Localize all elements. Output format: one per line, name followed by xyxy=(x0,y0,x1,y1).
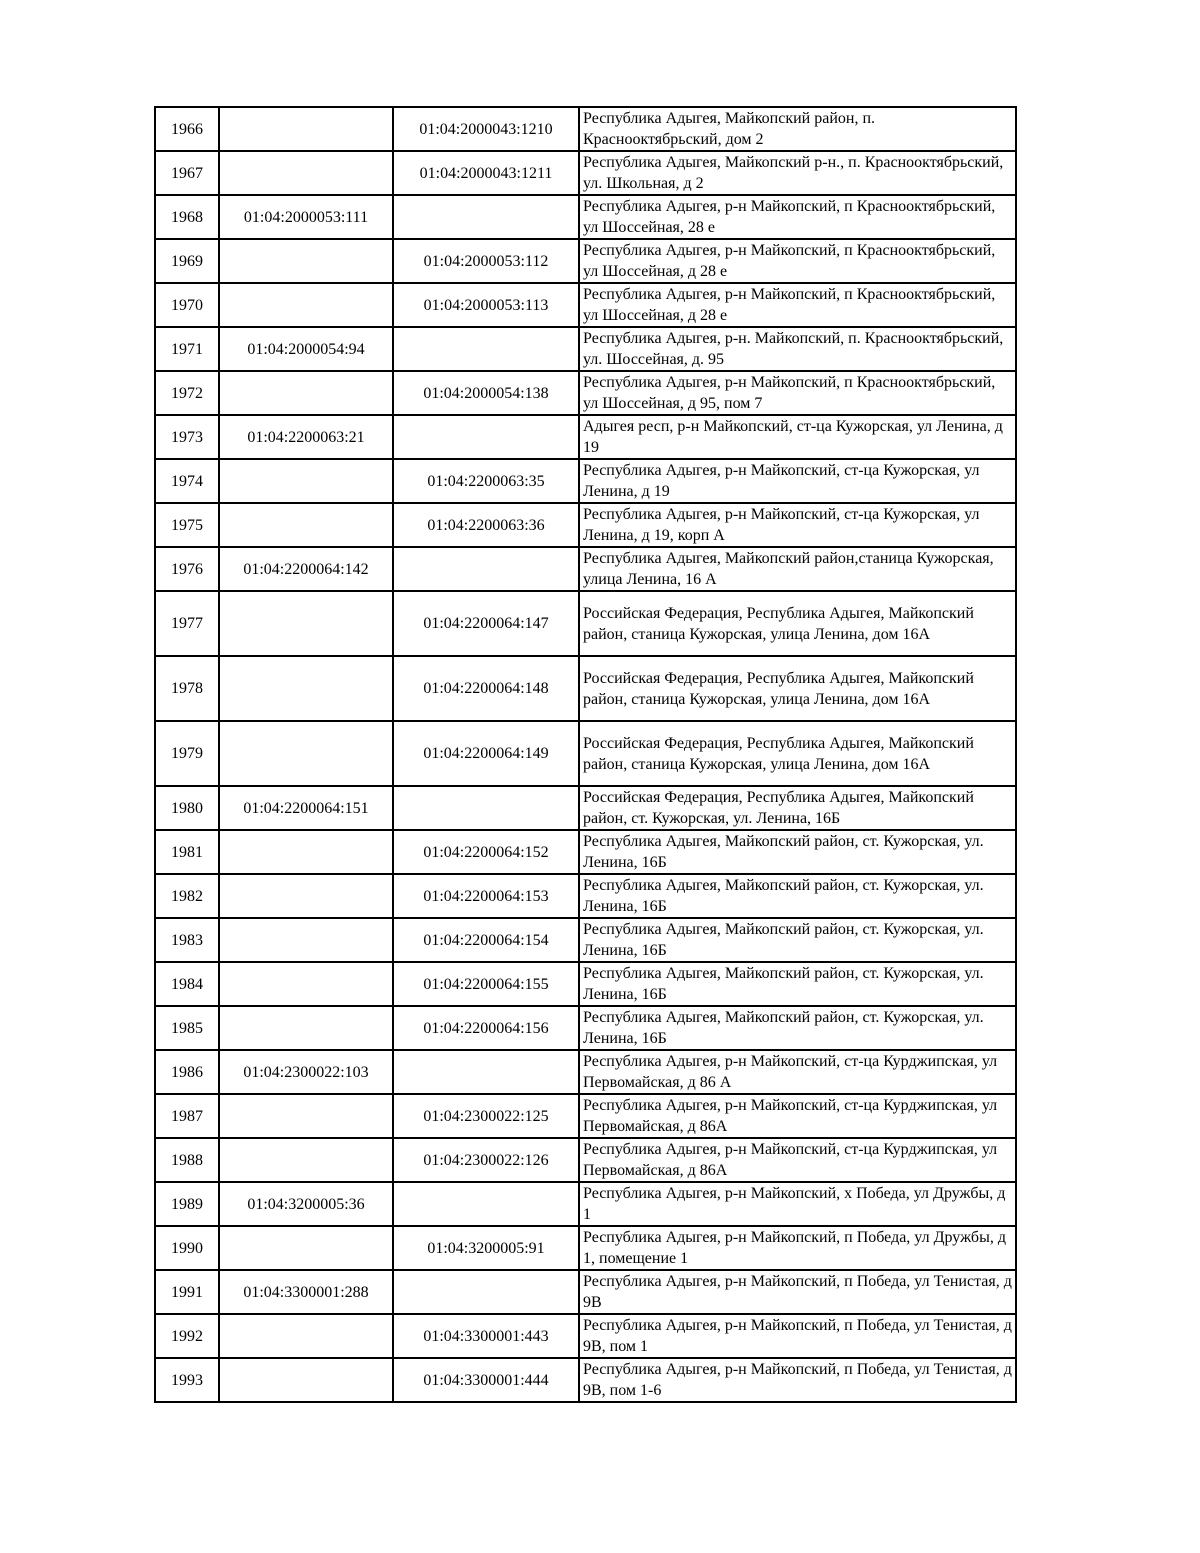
land-cadastral-number-cell xyxy=(219,591,393,656)
building-cadastral-number-cell: 01:04:2200064:155 xyxy=(393,962,579,1006)
table-row xyxy=(155,371,1016,415)
row-number-cell: 1985 xyxy=(155,1006,219,1050)
building-cadastral-number-cell: 01:04:3300001:443 xyxy=(393,1314,579,1358)
building-cadastral-number-cell: 01:04:2200064:154 xyxy=(393,918,579,962)
row-number-cell: 1970 xyxy=(155,283,219,327)
table-row xyxy=(155,1182,1016,1226)
table-row xyxy=(155,195,1016,239)
table-row xyxy=(155,656,1016,721)
building-cadastral-number-cell xyxy=(393,195,579,239)
land-cadastral-number-cell xyxy=(219,283,393,327)
table-row xyxy=(155,459,1016,503)
table-row xyxy=(155,1006,1016,1050)
building-cadastral-number-cell: 01:04:2200064:147 xyxy=(393,591,579,656)
table-row xyxy=(155,1270,1016,1314)
address-cell: Республика Адыгея, Майкопский р-н., п. Краснооктябрьский, ул. Школьная, д 2 xyxy=(579,151,1016,195)
land-cadastral-number-cell xyxy=(219,1226,393,1270)
address-cell: Республика Адыгея, Майкопский район, ст. Кужорская, ул. Ленина, 16Б xyxy=(579,1006,1016,1050)
table-row xyxy=(155,107,1016,151)
table-row xyxy=(155,830,1016,874)
table-row xyxy=(155,918,1016,962)
address-cell: Республика Адыгея, Майкопский район,станица Кужорская, улица Ленина, 16 А xyxy=(579,547,1016,591)
building-cadastral-number-cell: 01:04:3300001:444 xyxy=(393,1358,579,1402)
address-cell: Республика Адыгея, р-н. Майкопский, п. Краснооктябрьский, ул. Шоссейная, д. 95 xyxy=(579,327,1016,371)
building-cadastral-number-cell xyxy=(393,1182,579,1226)
row-number-cell: 1969 xyxy=(155,239,219,283)
table-row xyxy=(155,1358,1016,1402)
address-cell: Республика Адыгея, Майкопский район, ст. Кужорская, ул. Ленина, 16Б xyxy=(579,830,1016,874)
land-cadastral-number-cell xyxy=(219,151,393,195)
table-row xyxy=(155,151,1016,195)
building-cadastral-number-cell: 01:04:2200064:153 xyxy=(393,874,579,918)
row-number-cell: 1968 xyxy=(155,195,219,239)
building-cadastral-number-cell xyxy=(393,1050,579,1094)
land-cadastral-number-cell xyxy=(219,1358,393,1402)
building-cadastral-number-cell: 01:04:2200064:148 xyxy=(393,656,579,721)
address-cell: Республика Адыгея, Майкопский район, ст. Кужорская, ул. Ленина, 16Б xyxy=(579,918,1016,962)
table-row xyxy=(155,1314,1016,1358)
building-cadastral-number-cell xyxy=(393,415,579,459)
land-cadastral-number-cell xyxy=(219,962,393,1006)
building-cadastral-number-cell: 01:04:2000043:1210 xyxy=(393,107,579,151)
row-number-cell: 1976 xyxy=(155,547,219,591)
row-number-cell: 1972 xyxy=(155,371,219,415)
land-cadastral-number-cell: 01:04:2300022:103 xyxy=(219,1050,393,1094)
table-row xyxy=(155,1050,1016,1094)
address-cell: Республика Адыгея, Майкопский район, ст. Кужорская, ул. Ленина, 16Б xyxy=(579,874,1016,918)
row-number-cell: 1984 xyxy=(155,962,219,1006)
table-row xyxy=(155,1226,1016,1270)
table-row xyxy=(155,503,1016,547)
table-row xyxy=(155,591,1016,656)
land-cadastral-number-cell: 01:04:2000054:94 xyxy=(219,327,393,371)
address-cell: Республика Адыгея, р-н Майкопский, п Победа, ул Тенистая, д 9В, пом 1-6 xyxy=(579,1358,1016,1402)
land-cadastral-number-cell xyxy=(219,1314,393,1358)
row-number-cell: 1993 xyxy=(155,1358,219,1402)
row-number-cell: 1981 xyxy=(155,830,219,874)
row-number-cell: 1992 xyxy=(155,1314,219,1358)
table-row xyxy=(155,1094,1016,1138)
building-cadastral-number-cell xyxy=(393,1270,579,1314)
building-cadastral-number-cell: 01:04:2200064:156 xyxy=(393,1006,579,1050)
land-cadastral-number-cell: 01:04:3200005:36 xyxy=(219,1182,393,1226)
land-cadastral-number-cell xyxy=(219,721,393,786)
row-number-cell: 1978 xyxy=(155,656,219,721)
land-cadastral-number-cell: 01:04:3300001:288 xyxy=(219,1270,393,1314)
address-cell: Республика Адыгея, р-н Майкопский, ст-ца Кужорская, ул Ленина, д 19, корп А xyxy=(579,503,1016,547)
registry-table-body xyxy=(155,107,1016,1402)
address-cell: Российская Федерация, Республика Адыгея, Майкопский район, станица Кужорская, улица Ленина, дом 16А xyxy=(579,721,1016,786)
address-cell: Республика Адыгея, р-н Майкопский, ст-ца Курджипская, ул Первомайская, д 86А xyxy=(579,1138,1016,1182)
address-cell: Республика Адыгея, р-н Майкопский, п Краснооктябрьский, ул Шоссейная, 28 е xyxy=(579,195,1016,239)
row-number-cell: 1971 xyxy=(155,327,219,371)
building-cadastral-number-cell: 01:04:3200005:91 xyxy=(393,1226,579,1270)
address-cell: Республика Адыгея, Майкопский район, п. Краснооктябрьский, дом 2 xyxy=(579,107,1016,151)
address-cell: Адыгея респ, р-н Майкопский, ст-ца Кужорская, ул Ленина, д 19 xyxy=(579,415,1016,459)
table-row xyxy=(155,327,1016,371)
address-cell: Республика Адыгея, р-н Майкопский, п Краснооктябрьский, ул Шоссейная, д 28 е xyxy=(579,283,1016,327)
row-number-cell: 1973 xyxy=(155,415,219,459)
land-cadastral-number-cell xyxy=(219,830,393,874)
table-row xyxy=(155,786,1016,830)
row-number-cell: 1990 xyxy=(155,1226,219,1270)
row-number-cell: 1991 xyxy=(155,1270,219,1314)
address-cell: Республика Адыгея, р-н Майкопский, п Победа, ул Тенистая, д 9В xyxy=(579,1270,1016,1314)
land-cadastral-number-cell xyxy=(219,107,393,151)
property-registry-table xyxy=(154,106,1017,1403)
address-cell: Республика Адыгея, р-н Майкопский, п Победа, ул Дружбы, д 1, помещение 1 xyxy=(579,1226,1016,1270)
address-cell: Республика Адыгея, р-н Майкопский, п Победа, ул Тенистая, д 9В, пом 1 xyxy=(579,1314,1016,1358)
land-cadastral-number-cell xyxy=(219,371,393,415)
building-cadastral-number-cell: 01:04:2200063:36 xyxy=(393,503,579,547)
land-cadastral-number-cell: 01:04:2200064:151 xyxy=(219,786,393,830)
land-cadastral-number-cell xyxy=(219,1094,393,1138)
land-cadastral-number-cell xyxy=(219,503,393,547)
row-number-cell: 1975 xyxy=(155,503,219,547)
land-cadastral-number-cell xyxy=(219,239,393,283)
land-cadastral-number-cell xyxy=(219,1138,393,1182)
building-cadastral-number-cell: 01:04:2200064:149 xyxy=(393,721,579,786)
address-cell: Республика Адыгея, Майкопский район, ст. Кужорская, ул. Ленина, 16Б xyxy=(579,962,1016,1006)
land-cadastral-number-cell xyxy=(219,459,393,503)
row-number-cell: 1979 xyxy=(155,721,219,786)
table-row xyxy=(155,962,1016,1006)
address-cell: Республика Адыгея, р-н Майкопский, ст-ца Курджипская, ул Первомайская, д 86 А xyxy=(579,1050,1016,1094)
table-row xyxy=(155,283,1016,327)
row-number-cell: 1988 xyxy=(155,1138,219,1182)
table-row xyxy=(155,415,1016,459)
row-number-cell: 1983 xyxy=(155,918,219,962)
land-cadastral-number-cell xyxy=(219,1006,393,1050)
row-number-cell: 1977 xyxy=(155,591,219,656)
row-number-cell: 1966 xyxy=(155,107,219,151)
building-cadastral-number-cell: 01:04:2000043:1211 xyxy=(393,151,579,195)
building-cadastral-number-cell: 01:04:2200064:152 xyxy=(393,830,579,874)
row-number-cell: 1974 xyxy=(155,459,219,503)
land-cadastral-number-cell xyxy=(219,656,393,721)
building-cadastral-number-cell: 01:04:2200063:35 xyxy=(393,459,579,503)
building-cadastral-number-cell xyxy=(393,786,579,830)
table-row xyxy=(155,1138,1016,1182)
building-cadastral-number-cell: 01:04:2300022:126 xyxy=(393,1138,579,1182)
land-cadastral-number-cell: 01:04:2200064:142 xyxy=(219,547,393,591)
building-cadastral-number-cell: 01:04:2000053:112 xyxy=(393,239,579,283)
row-number-cell: 1989 xyxy=(155,1182,219,1226)
building-cadastral-number-cell: 01:04:2300022:125 xyxy=(393,1094,579,1138)
table-row xyxy=(155,239,1016,283)
land-cadastral-number-cell xyxy=(219,918,393,962)
land-cadastral-number-cell: 01:04:2000053:111 xyxy=(219,195,393,239)
row-number-cell: 1986 xyxy=(155,1050,219,1094)
address-cell: Российская Федерация, Республика Адыгея, Майкопский район, станица Кужорская, улица Ленина, дом 16А xyxy=(579,591,1016,656)
table-row xyxy=(155,874,1016,918)
address-cell: Республика Адыгея, р-н Майкопский, п Краснооктябрьский, ул Шоссейная, д 95, пом 7 xyxy=(579,371,1016,415)
building-cadastral-number-cell: 01:04:2000054:138 xyxy=(393,371,579,415)
building-cadastral-number-cell xyxy=(393,327,579,371)
table-row xyxy=(155,721,1016,786)
land-cadastral-number-cell: 01:04:2200063:21 xyxy=(219,415,393,459)
row-number-cell: 1967 xyxy=(155,151,219,195)
row-number-cell: 1980 xyxy=(155,786,219,830)
building-cadastral-number-cell xyxy=(393,547,579,591)
address-cell: Республика Адыгея, р-н Майкопский, х Победа, ул Дружбы, д 1 xyxy=(579,1182,1016,1226)
row-number-cell: 1987 xyxy=(155,1094,219,1138)
address-cell: Российская Федерация, Республика Адыгея, Майкопский район, ст. Кужорская, ул. Ленина, 16Б xyxy=(579,786,1016,830)
land-cadastral-number-cell xyxy=(219,874,393,918)
address-cell: Российская Федерация, Республика Адыгея, Майкопский район, станица Кужорская, улица Ленина, дом 16А xyxy=(579,656,1016,721)
row-number-cell: 1982 xyxy=(155,874,219,918)
address-cell: Республика Адыгея, р-н Майкопский, ст-ца Курджипская, ул Первомайская, д 86А xyxy=(579,1094,1016,1138)
table-row xyxy=(155,547,1016,591)
address-cell: Республика Адыгея, р-н Майкопский, ст-ца Кужорская, ул Ленина, д 19 xyxy=(579,459,1016,503)
address-cell: Республика Адыгея, р-н Майкопский, п Краснооктябрьский, ул Шоссейная, д 28 е xyxy=(579,239,1016,283)
building-cadastral-number-cell: 01:04:2000053:113 xyxy=(393,283,579,327)
